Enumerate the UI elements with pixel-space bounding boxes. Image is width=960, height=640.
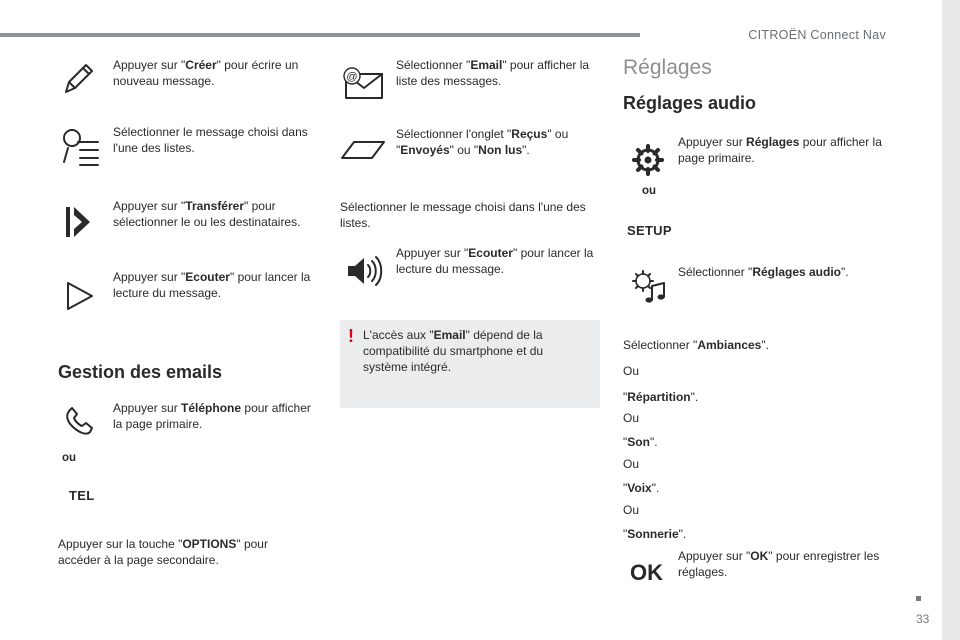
- gear-music-icon: [632, 270, 668, 306]
- item-phone: Appuyer sur Téléphone pour afficher la page primaire.: [113, 401, 311, 431]
- warning-icon: !: [348, 326, 354, 346]
- search-list-icon: [62, 128, 102, 168]
- ok-button-label: OK: [630, 560, 663, 585]
- phone-icon: [62, 406, 96, 438]
- page-number: 33: [916, 612, 930, 626]
- gear-icon: [632, 144, 664, 176]
- item-settings: Appuyer sur Réglages pour afficher la page primaire.: [678, 135, 882, 165]
- ou-text: Ou: [623, 503, 640, 517]
- ou-label-settings: ou: [642, 185, 657, 197]
- item-email: Sélectionner "Email" pour afficher la liste des messages.: [396, 58, 590, 88]
- brand-label: CITROËN Connect Nav: [748, 28, 886, 42]
- option-son: "Son".: [623, 435, 658, 449]
- tab-icon: [340, 138, 388, 162]
- ou-label: ou: [62, 452, 77, 464]
- email-heading: Gestion des emails: [58, 362, 223, 382]
- section-title: Réglages: [623, 56, 712, 79]
- item-listen: Appuyer sur "Ecouter" pour lancer la lecture du message.: [113, 270, 311, 300]
- note-text: L'accès aux "Email" dépend de la compatibilité du smartphone et du système intégré.: [363, 328, 544, 374]
- item-select-message: Sélectionner le message choisi dans l'une des listes.: [113, 125, 308, 155]
- page-edge-tab: [942, 0, 960, 640]
- section-subtitle: Réglages audio: [623, 93, 757, 113]
- ambiances-text: Sélectionner "Ambiances".: [623, 338, 769, 352]
- setup-button-label: SETUP: [627, 223, 672, 238]
- continue-marker: [916, 596, 921, 601]
- ou-text: Ou: [623, 457, 640, 471]
- item-audio-settings: Sélectionner "Réglages audio".: [678, 265, 849, 279]
- option-repartition: "Répartition".: [623, 390, 699, 404]
- header-bar: [0, 33, 640, 37]
- speaker-icon: [346, 254, 382, 288]
- email-icon: [342, 66, 386, 100]
- pencil-icon: [62, 62, 94, 96]
- forward-icon: [64, 205, 94, 239]
- option-sonnerie: "Sonnerie".: [623, 527, 687, 541]
- ou-text: Ou: [623, 364, 640, 378]
- ou-text: Ou: [623, 411, 640, 425]
- svg-text:@: @: [346, 71, 358, 83]
- item-ok: Appuyer sur "OK" pour enregistrer les réglages.: [678, 549, 880, 579]
- select-message-text: Sélectionner le message choisi dans l'une des listes.: [340, 200, 586, 230]
- item-listen-email: Appuyer sur "Ecouter" pour lancer la lecture du message.: [396, 246, 594, 276]
- play-icon: [66, 281, 94, 311]
- tel-button-label: TEL: [69, 488, 95, 503]
- option-voix: "Voix".: [623, 481, 660, 495]
- item-tabs: Sélectionner l'onglet "Reçus" ou "Envoyés" ou "Non lus".: [396, 127, 569, 157]
- item-create: Appuyer sur "Créer" pour écrire un nouveau message.: [113, 58, 299, 88]
- options-text: Appuyer sur la touche "OPTIONS" pour accéder à la page secondaire.: [58, 537, 268, 567]
- item-forward: Appuyer sur "Transférer" pour sélectionner le ou les destinataires.: [113, 199, 301, 229]
